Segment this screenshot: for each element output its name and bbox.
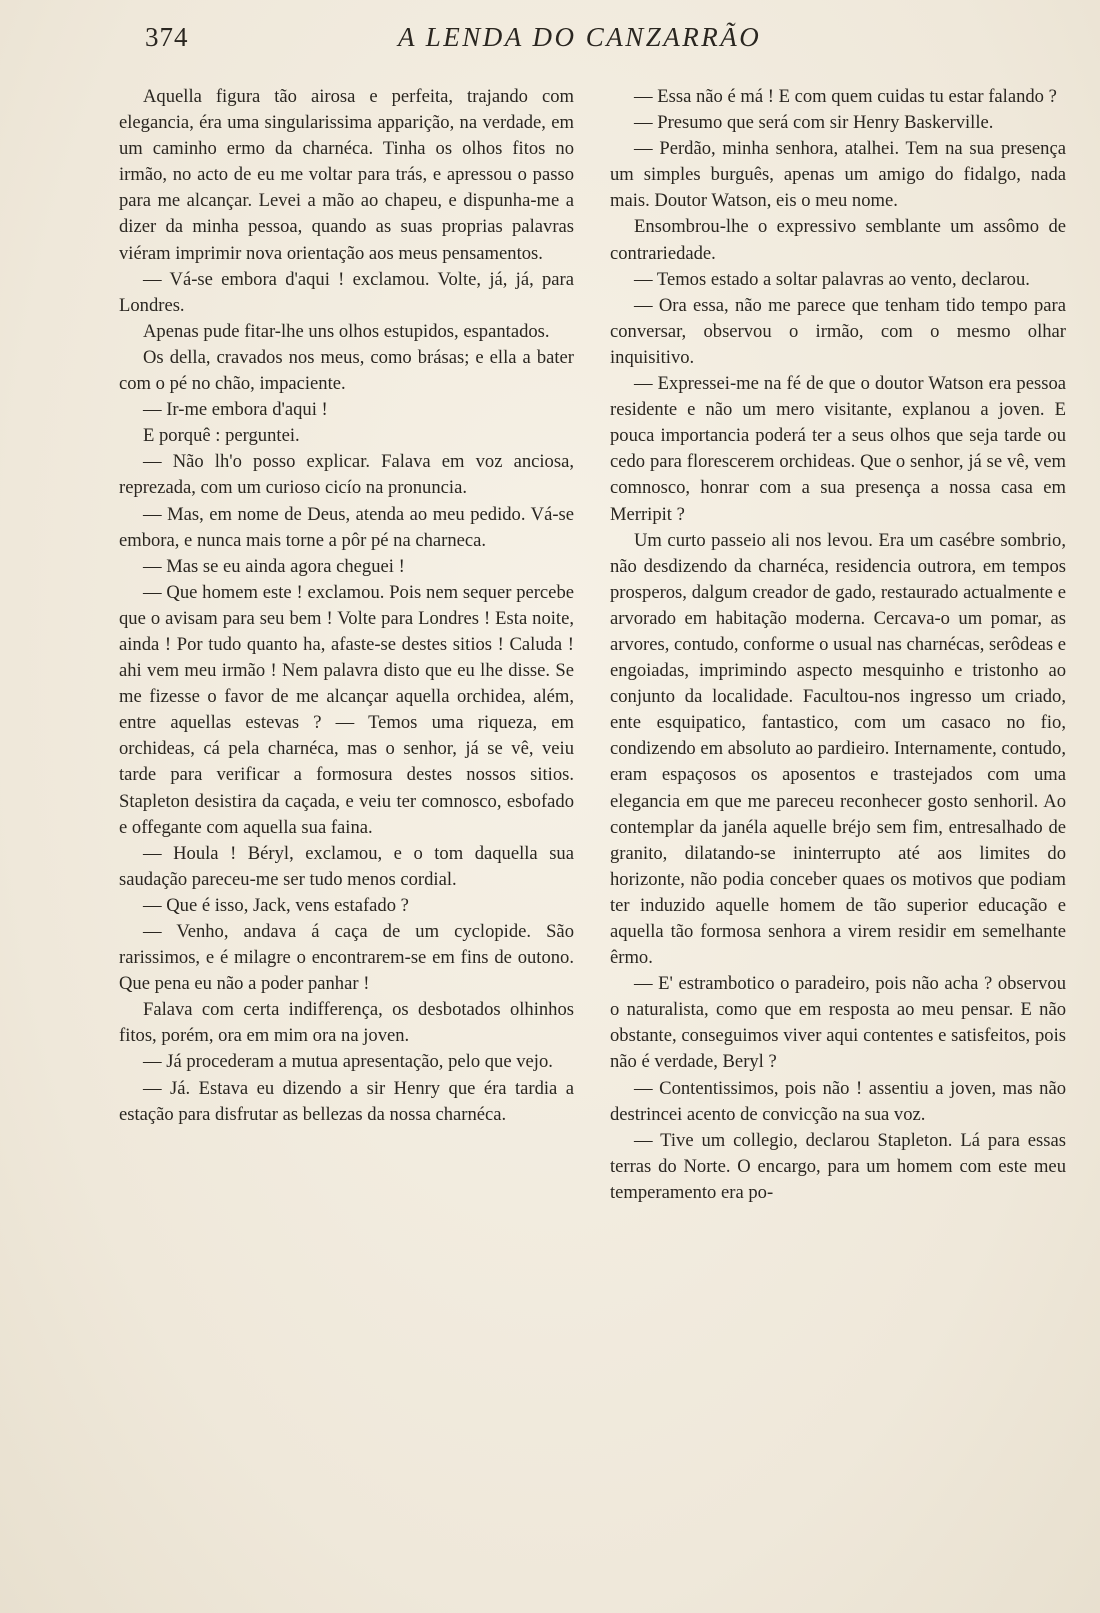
page-header — [0, 22, 1100, 62]
paragraph: — Ir-me embora d'aqui ! — [143, 399, 328, 421]
paragraph: — Mas se eu ainda agora cheguei ! — [143, 555, 405, 577]
paragraph: — Perdão, minha senhora, atalhei. Tem na sua presença um simples burguês, apenas um amigo do fidalgo, nada mais. Doutor Watson, eis o meu nome. — [610, 138, 1066, 212]
paragraph: Os della, cravados nos meus, como brásas; e ella a bater com o pé no chão, impaciente. — [119, 346, 574, 395]
paragraph: — Não lh'o posso explicar. Falava em voz anciosa, reprezada, com um curioso cicío na pronuncia. — [119, 451, 574, 499]
paragraph: — Já. Estava eu dizendo a sir Henry que éra tardia a estação para disfrutar as bellezas da nossa charnéca. — [119, 1077, 574, 1125]
paragraph: Aquella figura tão airosa e perfeita, trajando com elegancia, éra uma singularissima apparição, na verdade, em um caminho ermo da charnéca. Tinha os olhos fitos no irmão, no acto de eu me voltar para trás, e apressou o passo para me alcançar. Levei a mão ao chapeu, e dispunha-me a dizer da minha pessoa, quando as suas proprias palavras viéram imprimir nova orientação aos meus pensamentos. — [119, 86, 574, 264]
right-text-column — [610, 84, 1066, 1206]
running-title: A LENDA DO CANZARRÃO — [398, 22, 762, 52]
page-number: 374 — [145, 22, 189, 52]
paragraph: — Vá-se embora d'aqui ! exclamou. Volte, já, já, para Londres. — [119, 268, 574, 316]
paragraph: — Essa não é má ! E com quem cuidas tu estar falando ? — [634, 86, 1057, 107]
paragraph: — Que é isso, Jack, vens estafado ? — [143, 894, 409, 916]
paragraph: — Houla ! Béryl, exclamou, e o tom daquella sua saudação pareceu-me ser tudo menos cordial. — [119, 842, 574, 890]
paragraph: — Mas, em nome de Deus, atenda ao meu pedido. Vá-se embora, e nunca mais torne a pôr pé na charneca. — [119, 503, 574, 551]
paragraph: — Tive um collegio, declarou Stapleton. Lá para essas terras do Norte. O encargo, para um homem com este meu temperamento era po- — [610, 1129, 1066, 1203]
paragraph: Falava com certa indifferença, os desbotados olhinhos fitos, porém, ora em mim ora na joven. — [119, 999, 574, 1047]
paragraph: Um curto passeio ali nos levou. Era um casébre sombrio, não desdizendo da charnéca, residencia outrora, em tempos prosperos, dalgum creador de gado, restaurado actualmente e arvorado em habitação moderna. Cercava-o um pomar, as arvores, contudo, conforme o usual nas charnécas, serôdeas e engoiadas, imprimindo aspecto mesquinho e tristonho ao conjunto da localidade. Facultou-nos ingresso um criado, ente esquipatico, fantastico, com um casaco no fio, condizendo em absoluto ao pardieiro. Internamente, contudo, eram espaçosos os aposentos e trastejados com uma elegancia em que me pareceu reconhecer gosto senhoril. Ao contemplar da janéla aquelle bréjo sem fim, entresalhado de granito, dilatando-se ininterrupto até aos limites do horizonte, não podia conceber quaes os motivos que podiam ter induzido aquelle homem de tão superior educação e aquella tão formosa senhora a virem residir em semelhante êrmo. — [610, 529, 1066, 969]
paragraph: — E' estrambotico o paradeiro, pois não acha ? observou o naturalista, como que em resposta ao meu pensar. E não obstante, conseguimos viver aqui contentes e satisfeitos, pois não é verdade, Beryl ? — [610, 973, 1066, 1073]
paragraph: — Presumo que será com sir Henry Baskerville. — [634, 112, 994, 134]
paragraph: — Já procederam a mutua apresentação, pelo que vejo. — [143, 1051, 553, 1073]
paragraph: — Ora essa, não me parece que tenham tido tempo para conversar, observou o irmão, com o mesmo olhar inquisitivo. — [610, 294, 1066, 368]
paragraph: Ensombrou-lhe o expressivo semblante um assômo de contrariedade. — [610, 216, 1066, 264]
paragraph: Apenas pude fitar-lhe uns olhos estupidos, espantados. — [143, 320, 550, 342]
paragraph: — Que homem este ! exclamou. Pois nem sequer percebe que o avisam para seu bem ! Volte para Londres ! Esta noite, ainda ! Por tudo quanto ha, afaste-se destes sitios ! Caluda ! ahi vem meu irmão ! Nem palavra disto que eu lhe disse. Se me fizesse o favor de me alcançar aquella orchidea, além, entre aquellas estevas ? — Temos uma riqueza, em orchideas, cá pela charnéca, mas o senhor, já se vê, veiu tarde para verificar a formosura destes nossos sitios. Stapleton desistira da caçada, e veiu ter comnosco, esbofado e offegante com aquella sua faina. — [119, 581, 574, 838]
left-text-column — [119, 84, 574, 1128]
paragraph: — Temos estado a soltar palavras ao vento, declarou. — [634, 268, 1030, 290]
paragraph: — Expressei-me na fé de que o doutor Watson era pessoa residente e não um mero visitante, explanou a joven. E pouca importancia poderá ter a seus olhos que seja tarde ou cedo para florescerem orchideas. Que o senhor, já se vê, vem comnosco, honrar com a sua presença a nossa casa em Merripit ? — [610, 373, 1066, 525]
paragraph: E porquê : perguntei. — [143, 425, 300, 447]
paragraph: — Contentissimos, pois não ! assentiu a joven, mas não destrincei acento de convicção na sua voz. — [610, 1077, 1066, 1125]
paragraph: — Venho, andava á caça de um cyclopide. São rarissimos, e é milagre o encontrarem-se em fins de outono. Que pena eu não a poder panhar ! — [119, 921, 574, 995]
